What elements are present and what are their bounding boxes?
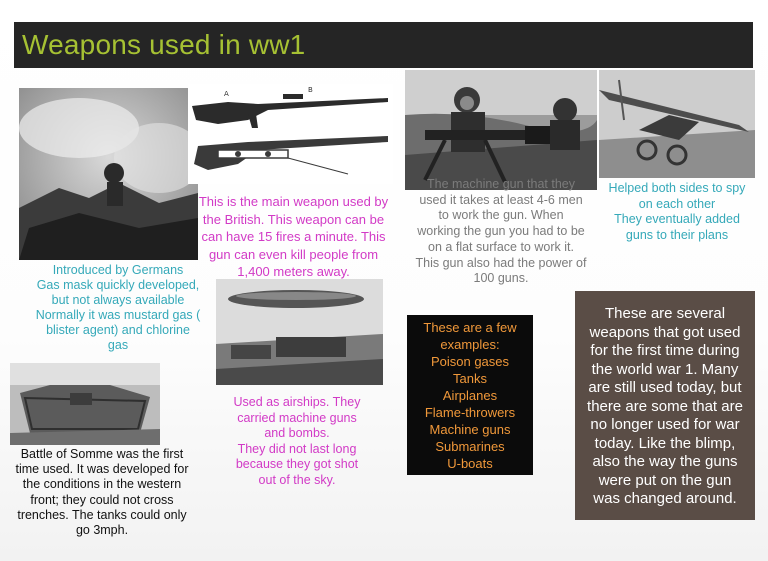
- caption-line: to work the gun. When: [438, 208, 564, 223]
- airplane-caption: [597, 181, 757, 243]
- summary-line: the world war 1. Many: [591, 360, 739, 378]
- gas-attack-photo: [19, 88, 198, 260]
- summary-line: also the way the guns: [592, 453, 738, 470]
- caption-line: This is the main weapon used by: [198, 194, 389, 209]
- examples-line: Airplanes: [442, 388, 498, 403]
- summary-line: for the first time during: [590, 342, 740, 359]
- caption-line: because they got shot: [235, 457, 359, 471]
- examples-line: Machine guns: [429, 422, 511, 437]
- caption-line: Introduced by Germans: [52, 263, 184, 277]
- caption-line: on a flat surface to work it.: [428, 239, 574, 254]
- caption-line: Used as airships. They: [233, 395, 361, 409]
- caption-line: 1,400 meters away.: [237, 264, 350, 279]
- summary-line: were put on the gun: [598, 471, 732, 489]
- summary-line: there are some that are: [587, 397, 743, 415]
- tank-caption: [6, 447, 198, 538]
- caption-line: working the gun you had to be: [417, 224, 585, 239]
- caption-line: guns to their plans: [625, 227, 729, 242]
- caption-line: time used. It was developed for: [15, 462, 189, 477]
- airplane-photo: [599, 70, 755, 178]
- blimp-caption: [212, 395, 382, 488]
- examples-line: Submarines: [435, 439, 505, 454]
- summary-line: no longer used for war: [590, 416, 740, 433]
- caption-line: trenches. The tanks could only: [17, 507, 187, 522]
- summary-line: today. Like the blimp,: [594, 434, 736, 452]
- caption-line: go 3mph.: [75, 523, 129, 538]
- slide-title: Weapons used in ww1: [22, 29, 306, 60]
- blimp-photo: [216, 279, 383, 385]
- svg-text:A: A: [224, 90, 229, 98]
- summary-box: [575, 291, 755, 520]
- rifle-caption: [191, 193, 396, 281]
- title-bar: [14, 22, 753, 68]
- caption-line: They did not last long: [237, 441, 357, 456]
- caption-line: the conditions in the western: [22, 477, 182, 492]
- caption-line: carried machine guns: [237, 410, 357, 425]
- caption-line: gun can even kill people from: [208, 246, 379, 262]
- machine-gun-photo: [405, 70, 597, 190]
- caption-line: on each other: [638, 196, 716, 211]
- examples-line: Flame-throwers: [424, 405, 516, 420]
- caption-line: but not always available: [51, 293, 185, 307]
- examples-line: Poison gases: [430, 354, 510, 369]
- caption-line: Battle of Somme was the first: [20, 447, 184, 461]
- caption-line: Normally it was mustard gas (: [35, 308, 201, 322]
- tank-photo: [10, 363, 160, 445]
- examples-line: U-boats: [447, 456, 493, 471]
- examples-box: [407, 315, 533, 475]
- caption-line: gas: [107, 338, 129, 352]
- machine-gun-caption: [401, 177, 601, 287]
- caption-line: can have 15 fires a minute. This: [201, 229, 386, 244]
- caption-line: out of the sky.: [258, 472, 336, 487]
- summary-line: was changed around.: [593, 490, 737, 507]
- caption-line: Gas mask quickly developed,: [36, 278, 200, 292]
- rifle-diagram: [188, 84, 393, 184]
- caption-line: Helped both sides to spy: [608, 181, 746, 195]
- examples-line: Tanks: [453, 371, 487, 386]
- summary-line: These are several: [604, 305, 726, 322]
- caption-line: the British. This weapon can be: [202, 211, 385, 227]
- caption-line: The machine gun that they: [426, 177, 575, 191]
- caption-line: front; they could not cross: [30, 492, 174, 507]
- summary-line: are still used today, but: [588, 379, 742, 396]
- summary-line: weapons that got used: [589, 323, 741, 341]
- caption-line: They eventually added: [614, 212, 740, 226]
- caption-line: used it takes at least 4-6 men: [419, 192, 583, 207]
- caption-line: This gun also had the power of: [415, 255, 587, 270]
- caption-line: blister agent) and chlorine: [46, 323, 190, 337]
- examples-line: These are a few: [423, 320, 517, 335]
- examples-line: examples:: [440, 337, 500, 352]
- svg-text:B: B: [308, 86, 313, 94]
- caption-line: 100 guns.: [473, 271, 529, 286]
- caption-line: and bombs.: [264, 426, 330, 440]
